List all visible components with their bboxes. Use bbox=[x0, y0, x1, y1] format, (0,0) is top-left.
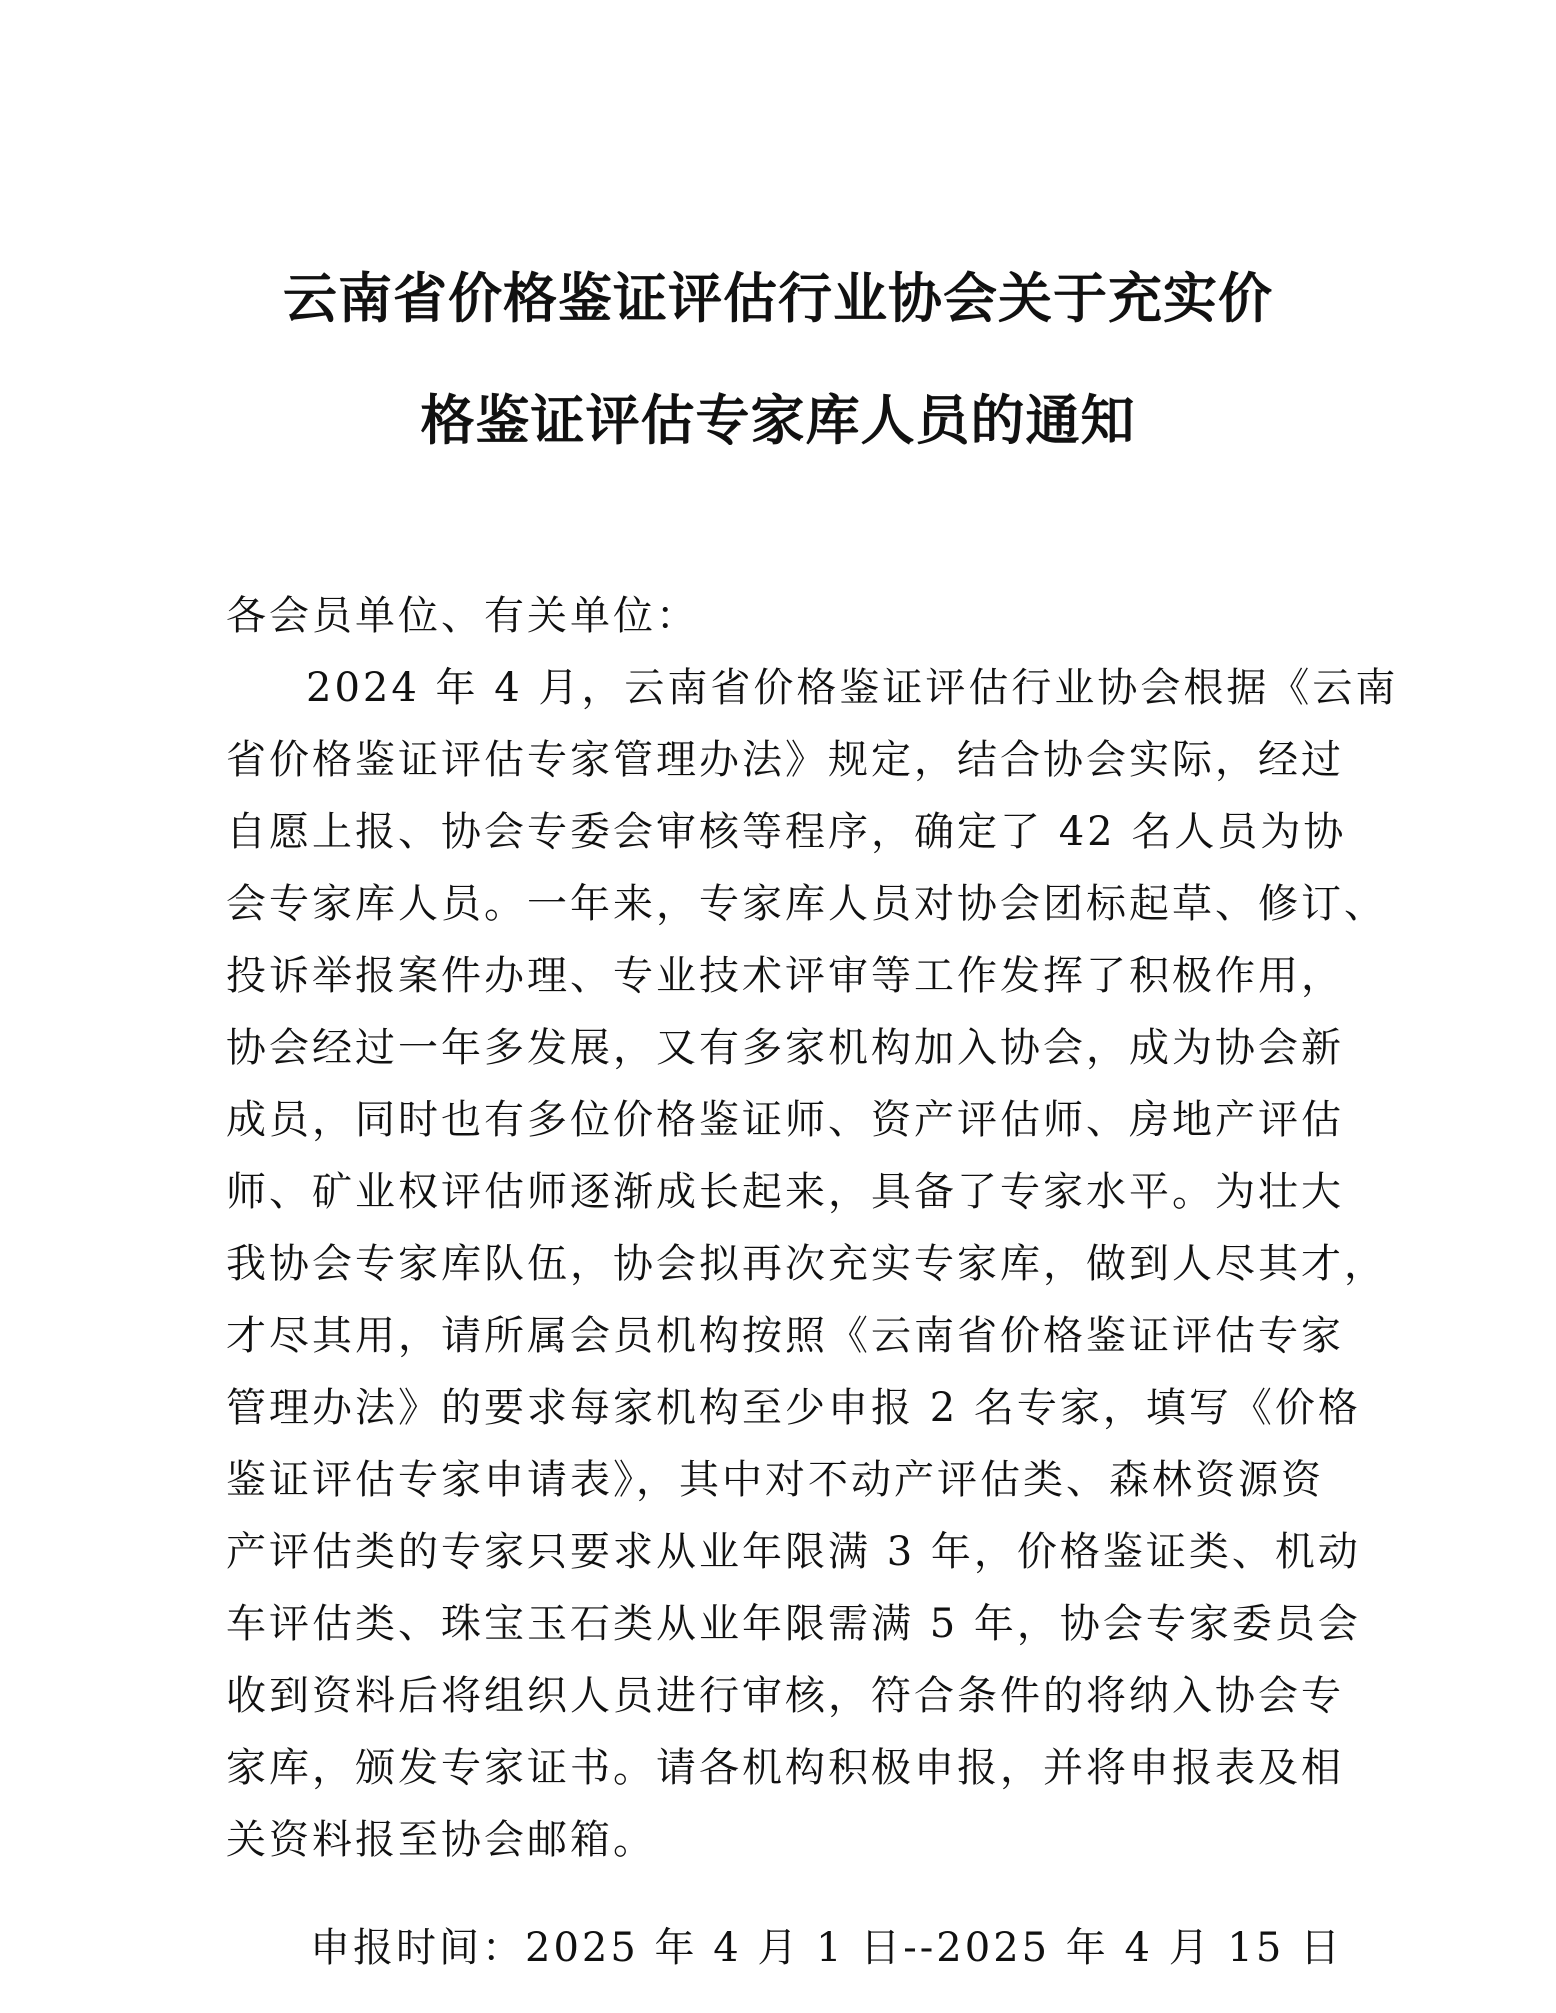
paragraph-line: 管理办法》的要求每家机构至少申报 2 名专家，填写《价格 bbox=[226, 1385, 1361, 1431]
salutation: 各会员单位、有关单位： bbox=[226, 593, 699, 639]
paragraph-line: 收到资料后将组织人员进行审核，符合条件的将纳入协会专 bbox=[226, 1673, 1344, 1719]
document-title-line-2: 格鉴证评估专家库人员的通知 bbox=[420, 388, 1136, 452]
paragraph-line: 投诉举报案件办理、专业技术评审等工作发挥了积极作用， bbox=[226, 953, 1344, 999]
paragraph-line: 自愿上报、协会专委会审核等程序，确定了 42 名人员为协 bbox=[226, 809, 1347, 855]
paragraph-line: 关资料报至协会邮箱。 bbox=[226, 1817, 656, 1863]
paragraph-line: 车评估类、珠宝玉石类从业年限需满 5 年，协会专家委员会 bbox=[226, 1601, 1361, 1647]
paragraph-line: 2024 年 4 月，云南省价格鉴证评估行业协会根据《云南 bbox=[306, 665, 1399, 711]
document-title-line-1: 云南省价格鉴证评估行业协会关于充实价 bbox=[283, 266, 1273, 330]
paragraph-line: 才尽其用，请所属会员机构按照《云南省价格鉴证评估专家 bbox=[226, 1313, 1344, 1359]
paragraph-line: 会专家库人员。一年来，专家库人员对协会团标起草、修订、 bbox=[226, 881, 1387, 927]
paragraph-line: 产评估类的专家只要求从业年限满 3 年，价格鉴证类、机动 bbox=[226, 1529, 1361, 1575]
paragraph-line: 我协会专家库队伍，协会拟再次充实专家库，做到人尽其才， bbox=[226, 1241, 1387, 1287]
paragraph-line: 鉴证评估专家申请表》，其中对不动产评估类、森林资源资 bbox=[226, 1457, 1324, 1503]
paragraph-line: 协会经过一年多发展，又有多家机构加入协会，成为协会新 bbox=[226, 1025, 1344, 1071]
declaration-time: 申报时间：2025 年 4 月 1 日--2025 年 4 月 15 日 bbox=[310, 1925, 1344, 1971]
paragraph-line: 省价格鉴证评估专家管理办法》规定，结合协会实际，经过 bbox=[226, 737, 1344, 783]
paragraph-line: 家库，颁发专家证书。请各机构积极申报，并将申报表及相 bbox=[226, 1745, 1344, 1791]
paragraph-line: 成员，同时也有多位价格鉴证师、资产评估师、房地产评估 bbox=[226, 1097, 1344, 1143]
paragraph-line: 师、矿业权评估师逐渐成长起来，具备了专家水平。为壮大 bbox=[226, 1169, 1344, 1215]
